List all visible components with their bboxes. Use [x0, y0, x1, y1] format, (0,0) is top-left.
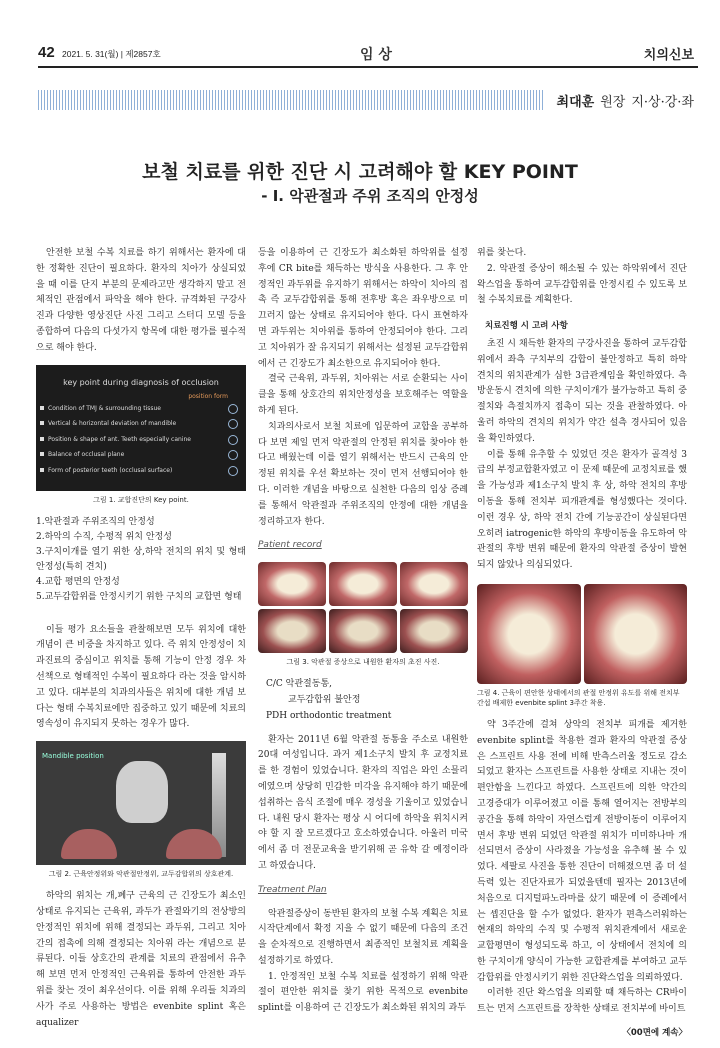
series-byline: [543, 90, 698, 110]
figure-4-photos: [477, 584, 687, 684]
target-icon: [228, 466, 238, 476]
intraoral-photo: [258, 562, 326, 606]
newspaper-logo: 치의신보: [643, 47, 694, 62]
page-number: 42: [38, 44, 55, 61]
paragraph: 치과의사로서 보철 치료에 입문하여 교합을 공부하다 보면 제일 먼저 악관절의 안정된 위치를 찾아야 한다고 배웠는데 이를 열기 위해서는 반드시 근육의 안정된 위치를 우선 확보하는 것이 먼저 선행되어야 한다. 이러한 개념을 바탕으로 실천한 다음의 임상 증례를 통해서 악관절과 주위조직의 안정에 대한 개념을 정리하고자 한다.: [258, 421, 468, 527]
list-item: 1.악관절과 주위조직의 안정성: [36, 516, 155, 527]
issue-date: 2021. 5. 31(월) | 제2857호: [62, 49, 161, 59]
patient-record-heading: Patient record: [258, 540, 322, 551]
evaluation-list: [36, 515, 246, 605]
record-line: 교두감합위 불안정: [288, 694, 361, 705]
target-icon: [228, 435, 238, 445]
figure-1-caption: 그림 1. 교합진단의 Key point.: [93, 495, 189, 504]
page-header: [38, 44, 698, 66]
figure-2-title: Mandible position: [42, 752, 104, 761]
intraoral-photo: [329, 562, 397, 606]
figure-1-title: key point during diagnosis of occlusion: [63, 377, 219, 387]
author-name: 최대훈: [556, 94, 595, 110]
paragraph: 약 3주간에 걸쳐 상악의 전치부 피개를 제거한 evenbite splint를 착용한 결과 환자의 악관절 증상은 스프린트 사용 전에 비해 반측스러울 정도로 감소되었고 환자는 스프린트를 사용한 상태로 지내는 것이 편안함을 느낀다고 하였다. 스프린트에 의한 약간의 고경증대가 이루어졌고 이를 통해 열어지는 전방부의 공간을 통해 하악이 자연스럽게 전방이동이 이루어지면서 후방 변위 되었던 악관절 위치가 미미하나마 개선되면서 증상이 사라졌을 가능성을 유추해 볼 수 있었다. 세팔로 사진을 통한 진단이 더해졌으면 좀 더 설득력 있는 진단자료가 되었을텐데 필자는 2013년에 처음으로 디지털파노라마를 샀기 때문에 이 증례에서는 셉진단을 할 수가 없었다. 환자가 편측스러워하는 현재의 하악의 수직 및 수평적 위치관계에서 새로운 교합평면이 형성되도록 하고, 이 상태에서 전치에 의한 구치이개 양식이 가능한 교합관계를 부여하고 교두감합위를 안정시키기 위한 진단왁스업을 의뢰하였다.: [477, 719, 687, 983]
skull-image: [116, 761, 168, 823]
article-subtitle: - Ⅰ. 악관절과 주위 조직의 안정성: [261, 187, 479, 205]
figure-2: [36, 741, 246, 865]
paragraph: 1. 안정적인 보철 수복 치료를 설정하기 위해 악관절이 편안한 위치를 찾기 위한 목적으로 evenbite splint를 이용하여 근 긴장도가 최소화된 위치의 과두: [258, 971, 468, 1014]
target-icon: [228, 419, 238, 429]
column-name: 지·상·강·좌: [631, 94, 694, 110]
list-item: 4.교합 평면의 안정성: [36, 576, 120, 587]
paragraph: 이를 통해 유추할 수 있었던 것은 환자가 골격성 3급의 부정교합환자였고 이 문제 때문에 교정치료를 했을 가능성과 제1소구치 발치 후 상, 하악 전치의 후방이동을 통해 전치부 피개관계를 형성했다는 것이다. 이런 경우 상, 하악 전치 간에 기능공간이 상실된다면 오히려 iatrogenic한 하악의 후방이동을 유도하여 악관절의 후방 변위 때문에 환자의 악관절 증상이 발현되지 않았나 의심되었다.: [477, 449, 687, 571]
paragraph: 악관절증상이 동반된 환자의 보철 수복 계획은 치료 시작단계에서 확정 지을 수 없기 때문에 다음의 조건을 순차적으로 진행하면서 최종적인 보철치료 계획을 설정하기로 하였다.: [258, 908, 468, 966]
figure-1-item: Form of posterior teeth (occlusal surface): [48, 463, 238, 479]
paragraph: 이러한 진단 왁스업을 의뢰할 때 채득하는 CR바이트는 먼저 스프린트를 장착한 상태로 전치부에 바이트: [477, 988, 687, 1015]
column-1: [36, 246, 246, 1031]
section-name: 임 상: [360, 47, 392, 63]
paragraph: 안전한 보철 수복 치료를 하기 위해서는 환자에 대한 정확한 진단이 필요하다. 환자의 치아가 상실되었을 때 이를 단지 부분의 문제라고만 생각하지 말고 전체적인 관점에서 파악을 해야 한다. 규격화된 구강사진과 다양한 영상진단 사진 그리고 스터디 모델 등을 종합하여 다음의 다섯가지 항목에 대한 평가를 필수적으로 해야 한다.: [36, 248, 246, 353]
process-heading: 치료진행 시 고려 사항: [485, 321, 568, 332]
author-role: 원장: [600, 94, 626, 110]
column-3: [477, 246, 687, 1042]
paragraph: 이들 평가 요소들을 관찰해보면 모두 위치에 대한 개념이 큰 비중을 차지하고 있다. 즉 위치 안정성이 치과진료의 중심이고 위치를 통해 기능이 안정 경우 차선책으로 형태적인 수복이 필요하다 라는 것을 암시하고 있다. 대부분의 치과의사들은 위치에 대한 개념 보다는 형태 수복치료에만 집중하고 있기 때문에 치료의 영속성이 유지되지 못하는 경우가 많다.: [36, 624, 246, 730]
column-2: [258, 246, 468, 1017]
splint-photo: [584, 584, 688, 684]
figure-1-item: Vertical & horizontal deviation of mandible: [48, 416, 238, 432]
paragraph: 하악의 위치는 개,폐구 근육의 근 긴장도가 최소인 상태로 유지되는 근육위, 과두가 관절와기의 전상방의 안정적인 위치에 위해 결정되는 과두위, 그리고 치아간의 접촉에 의해 결정되는 치아위 라는 개념으로 분류된다. 이들 상호간의 관계를 치료의 관점에서 유추해 보면 먼저 안정적인 근육위를 통하여 안전한 과두위를 찾는 것이 최우선이다. 이를 위해 우리들 치과의사가 주로 사용하는 방법은 evenbite splint 혹은 aqualizer: [36, 891, 246, 1028]
record-line: PDH orthodontic treatment: [266, 710, 392, 721]
paragraph: 2. 악관절 증상이 해소될 수 있는 하악위에서 진단 왁스업을 통하여 교두감합위를 안정시킬 수 있도록 보철 수복치료를 계획한다.: [477, 263, 687, 306]
figure-1-item: Balance of occlusal plane: [48, 447, 238, 463]
paragraph: 위를 찾는다.: [477, 248, 527, 258]
target-icon: [228, 450, 238, 460]
continued-note: 〈00면에 계속〉: [622, 1028, 687, 1039]
treatment-plan-heading: Treatment Plan: [258, 884, 327, 895]
figure-3-caption: 그림 3. 악관절 증상으로 내원한 환자의 초진 사진.: [286, 658, 440, 667]
list-item: 2.하악의 수직, 수평적 위치 안정성: [36, 531, 172, 542]
list-item: 3.구치이개를 열기 위한 상,하악 전치의 위치 및 형태 안정성(특히 견치): [36, 546, 246, 572]
figure-1-legend: position form: [188, 392, 228, 400]
target-icon: [228, 404, 238, 414]
occlusal-photo: [329, 609, 397, 653]
figure-2-caption: 그림 2. 근육안정위와 악관절안정위, 교두감합위의 상호관계.: [48, 870, 234, 879]
article-title: 보철 치료를 위한 진단 시 고려해야 할 KEY POINT: [142, 161, 578, 183]
paragraph: 결국 근육위, 과두위, 치아위는 서로 순환되는 사이클을 통해 상호간의 위치안정성을 보호해주는 역할을 하게 된다.: [258, 374, 468, 416]
figure-1-list: [48, 401, 238, 479]
figure-1: [36, 365, 246, 491]
series-banner: [38, 90, 698, 110]
occlusal-photo: [400, 609, 468, 653]
record-line: C/C 악관절동통,: [266, 679, 332, 690]
splint-photo: [477, 584, 581, 684]
intraoral-photo: [400, 562, 468, 606]
figure-4-caption: 그림 4. 근육이 편안한 상태에서의 관절 안정위 유도를 위해 전치부 간섭 배제한 evenbite splint 3주간 착용.: [477, 688, 680, 707]
figure-3-photos: [258, 562, 468, 653]
paragraph: 초진 시 채득한 환자의 구강사진을 통하여 교두감합위에서 좌측 구치부의 감합이 불안정하고 특히 하악 견치의 위치관계가 심한 3급관계임을 확인하였다. 측방운동시 견치에 의한 구치이개가 불가능하고 특히 중절치와 측절치까지 접촉이 되는 것을 관찰하였다. 아울러 하악의 견치의 위치가 약간 설측 경사되어 있음을 확인하였다.: [477, 338, 687, 444]
patient-record: [266, 677, 468, 724]
mouth-images: [36, 829, 246, 859]
figure-1-item: Condition of TMJ & surrounding tissue: [48, 401, 238, 417]
header-rule: [38, 66, 698, 68]
paragraph: 환자는 2011년 6월 악관절 동통을 주소로 내원한 20대 여성입니다. 과거 제1소구치 발치 후 교정치료를 한 경험이 있었습니다. 환자의 직업은 와인 소믈리에였으며 상당히 민감한 미각을 유지해야 하기 때문에 섭취하는 음식 조절에 매우 경성을 기울이고 있었습니다. 내원 당시 환자는 평상 시 어디에 하악을 위치시켜야 할 지 잘 모르겠다고 호소하였습니다. 아울러 미국에서 좀 더 전문교육을 받기위해 곧 유학 갈 예정이라고 하였습니다.: [258, 734, 468, 871]
list-item: 5.교두감합위를 안정시키기 위한 구치의 교합면 형태: [36, 591, 242, 602]
occlusal-photo: [258, 609, 326, 653]
paragraph: 등을 이용하여 근 긴장도가 최소화된 하악위를 설정 후에 CR bite를 채득하는 방식을 사용한다. 그 후 안정적인 과두위를 유지하기 위해서는 하악이 치아의 접촉 즉 교두감합위를 통해 전후방 혹은 좌우방으로 미끄러지 않는 상태로 유지되어야 한다. 다시 표현하자면 과두위는 치아위를 통하여 안정되어야 한다. 그리고 치아위가 잘 유지되기 위해서는 설정된 교두감합위에서 근 긴장도가 최소한으로 유지되어야 한다.: [258, 248, 468, 369]
figure-1-item: Position & shape of ant. Teeth especially canine: [48, 432, 238, 448]
